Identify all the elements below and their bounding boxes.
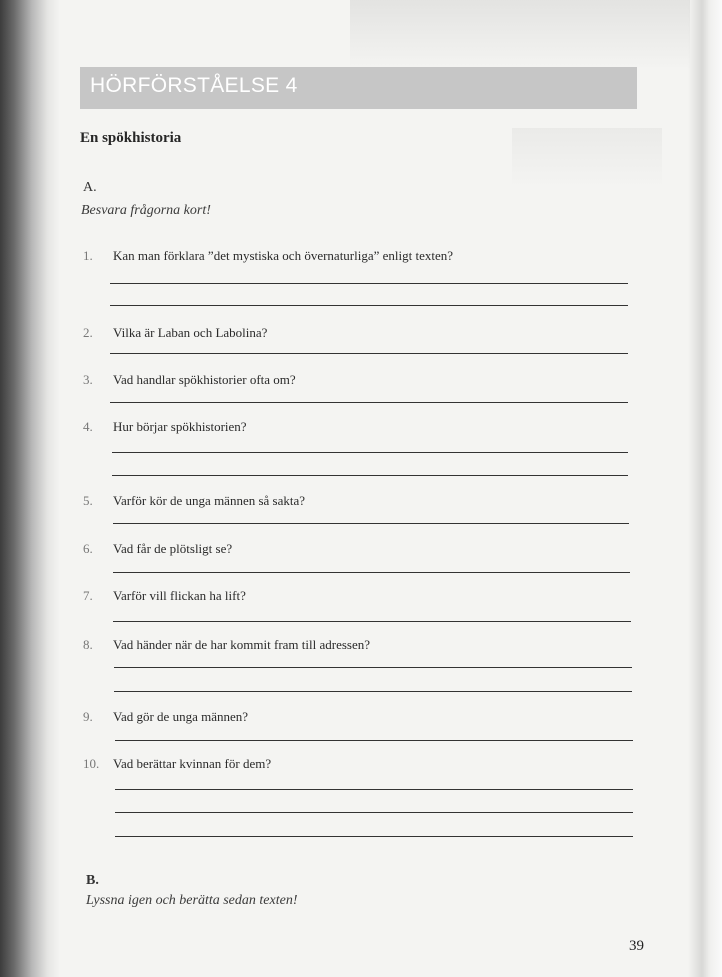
question-number: 9.: [83, 709, 93, 724]
section-a-instruction: Besvara frågorna kort!: [81, 203, 211, 218]
question-number: 10.: [83, 756, 100, 771]
answer-line[interactable]: [113, 523, 629, 524]
question-1: [83, 248, 453, 264]
question-text: Kan man förklara ”det mystiska och övernaturliga” enligt texten?: [113, 248, 454, 263]
question-number: 1.: [83, 248, 93, 263]
question-text: Varför kör de unga männen så sakta?: [113, 493, 306, 508]
question-2: [83, 325, 267, 341]
answer-line[interactable]: [114, 691, 632, 692]
page-edge: [688, 0, 722, 977]
question-number: 8.: [83, 637, 93, 652]
question-3: [83, 372, 296, 388]
question-number: 5.: [83, 493, 93, 508]
answer-line[interactable]: [115, 836, 633, 837]
page-number: 39: [629, 938, 644, 954]
question-number: 2.: [83, 325, 93, 340]
question-5: [83, 493, 305, 509]
question-number: 7.: [83, 588, 93, 603]
answer-line[interactable]: [110, 305, 628, 306]
answer-line[interactable]: [110, 283, 628, 284]
show-through: [512, 128, 662, 188]
answer-line[interactable]: [115, 740, 633, 741]
show-through: [350, 0, 690, 70]
question-4: [83, 419, 247, 435]
question-text: Varför vill flickan ha lift?: [113, 588, 246, 603]
question-9: [83, 709, 248, 725]
question-6: [83, 541, 232, 557]
answer-line[interactable]: [112, 475, 628, 476]
question-text: Vad händer när de har kommit fram till adressen?: [113, 637, 371, 652]
question-number: 4.: [83, 419, 93, 434]
section-b-label: B.: [86, 873, 99, 888]
book-gutter-shadow: [0, 0, 60, 977]
question-text: Hur börjar spökhistorien?: [113, 419, 247, 434]
question-text: Vilka är Laban och Labolina?: [113, 325, 268, 340]
answer-line[interactable]: [113, 572, 630, 573]
page-title: HÖRFÖRSTÅELSE 4: [90, 74, 298, 97]
question-number: 6.: [83, 541, 93, 556]
question-8: [83, 637, 370, 653]
answer-line[interactable]: [115, 812, 633, 813]
answer-line[interactable]: [115, 789, 633, 790]
question-text: Vad gör de unga männen?: [113, 709, 249, 724]
section-a-label: A.: [83, 180, 97, 195]
question-10: [83, 756, 271, 772]
question-7: [83, 588, 246, 604]
answer-line[interactable]: [112, 452, 628, 453]
question-text: Vad handlar spökhistorier ofta om?: [113, 372, 296, 387]
header-banner: [80, 67, 637, 109]
answer-line[interactable]: [110, 402, 628, 403]
story-title: En spökhistoria: [80, 130, 182, 146]
question-text: Vad får de plötsligt se?: [113, 541, 233, 556]
question-text: Vad berättar kvinnan för dem?: [113, 756, 272, 771]
section-b-instruction: Lyssna igen och berätta sedan texten!: [86, 893, 298, 908]
question-number: 3.: [83, 372, 93, 387]
answer-line[interactable]: [114, 667, 632, 668]
answer-line[interactable]: [113, 621, 631, 622]
answer-line[interactable]: [110, 353, 628, 354]
